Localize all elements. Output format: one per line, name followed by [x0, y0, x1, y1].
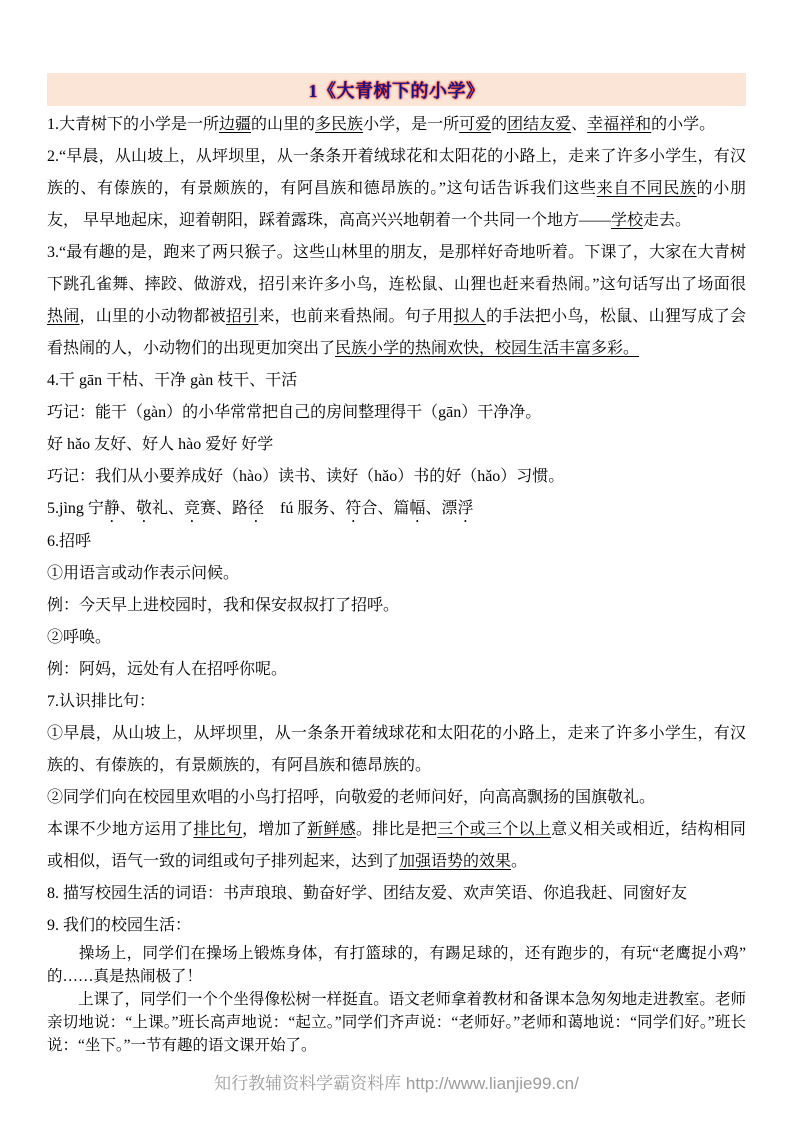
emphasis-dot-text: 静 — [103, 500, 120, 517]
underlined-text: 可爱 — [459, 116, 492, 133]
footer-watermark: 知行教辅资料学霸资料库 http://www.lianjie99.cn/ — [214, 1074, 579, 1093]
definition-1 — [47, 558, 746, 590]
text-run: 3.“最有趣的是，跑来了两只猴子。这些山林里的朋友，是那样好奇地听着。下课了，大家在大青树下跳孔雀舞、摔跤、做游戏，招引来许多小鸟，连松鼠、山狸也赶来看热闹。”这句话写出了场面很 — [47, 244, 746, 293]
example-1 — [47, 590, 746, 622]
text-run: 赛、路 — [199, 500, 248, 517]
note-item-2 — [47, 141, 746, 237]
emphasis-dot-text: 径 — [248, 500, 265, 517]
note-item-5 — [47, 493, 746, 526]
text-run: 9. 我们的校园生活： — [47, 917, 192, 934]
text-run: 、漂 — [425, 500, 458, 517]
emphasis-dot-text: 幅 — [409, 500, 426, 517]
emphasis-dot-text: 符 — [345, 500, 362, 517]
lesson-title: 1《大青树下的小学》 — [308, 80, 485, 101]
note-item-6 — [47, 526, 746, 558]
underlined-text: 排比句 — [193, 821, 243, 838]
text-run: ，增加了 — [242, 821, 308, 838]
text-run: 2.“早晨，从山坡上，从坪坝里，从一条条开着绒球花和太阳花的小路上，走来了许多小学生，有汉族的、有傣族的，有景颇族的，有阿昌族和德昂族的。”这句话告诉我们这些 — [47, 148, 746, 197]
underlined-text: 招引 — [225, 308, 259, 325]
example-2 — [47, 654, 746, 686]
underlined-text: 新鲜感 — [307, 821, 356, 838]
mnemonic-gan — [47, 397, 746, 429]
text-run: 6.招呼 — [47, 533, 92, 550]
underlined-text: 多民族 — [315, 116, 364, 133]
text-run: 的 — [491, 116, 508, 133]
paibi-explanation — [47, 814, 746, 878]
text-run: 5.jìng 宁 — [47, 500, 104, 517]
underlined-text: 团结友爱 — [507, 116, 572, 133]
text-run: 本课不少地方运用了 — [47, 821, 194, 838]
text-run: 的小朋友， 早早地起床，迎着朝阳，踩着露珠，高高兴兴地朝着一个共同一个地方—— — [47, 180, 746, 229]
text-run: 务、 — [313, 500, 346, 517]
text-run: 的小学。 — [651, 116, 716, 133]
text-run: 小学，是一所 — [363, 116, 460, 133]
underlined-text: 三个或三个以上 — [437, 821, 552, 838]
content — [47, 109, 746, 1057]
text-run: ①早晨，从山坡上，从坪坝里，从一条条开着绒球花和太阳花的小路上，走来了许多小学生，有汉族的、有傣族的，有景颇族的，有阿昌族和德昂族的。 — [47, 725, 746, 774]
note-item-8 — [47, 878, 746, 910]
text-run: ①用语言或动作表示问候。 — [47, 565, 240, 582]
title-bar — [47, 73, 746, 106]
text-run: 的山里的 — [251, 116, 316, 133]
text-run: 4.干 gān 干枯、干净 gàn 枝干、干活 — [47, 372, 298, 389]
text-run: 礼、 — [151, 500, 184, 517]
text-run: 8. 描写校园生活的词语：书声琅琅、勤奋好学、团结友爱、欢声笑语、你追我赶、同窗好友 — [47, 885, 688, 902]
underlined-text: 民族小学的热闹欢快，校园生活丰富多彩。 — [335, 340, 640, 357]
text-run: 的手法把小鸟，松鼠、山狸写成了会看热闹的人，小动物们的出现更加突出了 — [47, 308, 746, 357]
text-run: 来，也前来看热闹。句子用 — [258, 308, 454, 325]
emphasis-dot-text: 浮 — [457, 500, 474, 517]
text-run: 。排比是把 — [355, 821, 438, 838]
text-run: 上课了，同学们一个个坐得像松树一样挺直。语文老师拿着教材和备课本急匆匆地走进教室。老师亲切地说：“上课。”班长高声地说：“起立。”同学们齐声说：“老师好。”老师和蔼地说：“同学们好。”班长说：“坐下。”一节有趣的语文课开始了。 — [47, 991, 746, 1054]
text-run: fú 服 — [264, 500, 314, 517]
text-run: 、 — [119, 500, 136, 517]
text-run: 、 — [571, 116, 588, 133]
definition-2 — [47, 622, 746, 654]
underlined-text: 幸福祥和 — [587, 116, 652, 133]
underlined-text: 边疆 — [219, 116, 252, 133]
paibi-example-2 — [47, 782, 746, 814]
note-item-4 — [47, 365, 746, 397]
underlined-text: 加强语势的效果 — [399, 853, 512, 870]
text-run: 。 — [511, 853, 528, 870]
note-item-4b — [47, 429, 746, 461]
text-run: 巧记：能干（gàn）的小华常常把自己的房间整理得干（gān）干净净。 — [47, 404, 542, 421]
text-run: 7.认识排比句： — [47, 693, 156, 710]
text-run: 走去。 — [643, 212, 692, 229]
emphasis-dot-text: 敬 — [135, 500, 152, 517]
emphasis-dot-text: 竞 — [183, 500, 200, 517]
underlined-text: 学校 — [611, 212, 644, 229]
text-run: ，山里的小动物都被 — [79, 308, 226, 325]
underlined-text: 拟人 — [453, 308, 487, 325]
note-item-9 — [47, 910, 746, 942]
note-item-3 — [47, 237, 746, 365]
note-item-7 — [47, 686, 746, 718]
text-run: 例：阿妈，远处有人在招呼你呢。 — [47, 661, 288, 678]
text-run: 操场上，同学们在操场上锻炼身体，有打篮球的，有踢足球的，还有跑步的，有玩“老鹰捉小鸡”的……真是热闹极了！ — [47, 945, 746, 985]
text-run: 巧记：我们从小要养成好（hào）读书、读好（hǎo）书的好（hǎo）习惯。 — [47, 468, 565, 485]
underlined-text: 来自不同民族 — [596, 180, 697, 197]
underlined-text: 热闹 — [47, 308, 80, 325]
text-run: 好 hǎo 友好、好人 hào 爱好 好学 — [47, 436, 274, 453]
text-run: 合、篇 — [361, 500, 410, 517]
text-run: ②同学们向在校园里欢唱的小鸟打招呼，向敬爱的老师问好，向高高飘扬的国旗敬礼。 — [47, 789, 656, 806]
text-run: 意义相关或相近，结构相同或相似，语气一致的词组或句子排列起来，达到了 — [47, 821, 746, 870]
composition-para-2 — [47, 988, 746, 1057]
composition-para-1 — [47, 942, 746, 988]
text-run: 1.大青树下的小学是一所 — [47, 116, 220, 133]
text-run: ②呼唤。 — [47, 629, 112, 646]
paibi-example-1 — [47, 718, 746, 782]
mnemonic-hao — [47, 461, 746, 493]
text-run: 例：今天早上进校园时，我和保安叔叔打了招呼。 — [47, 597, 400, 614]
note-item-1 — [47, 109, 746, 141]
